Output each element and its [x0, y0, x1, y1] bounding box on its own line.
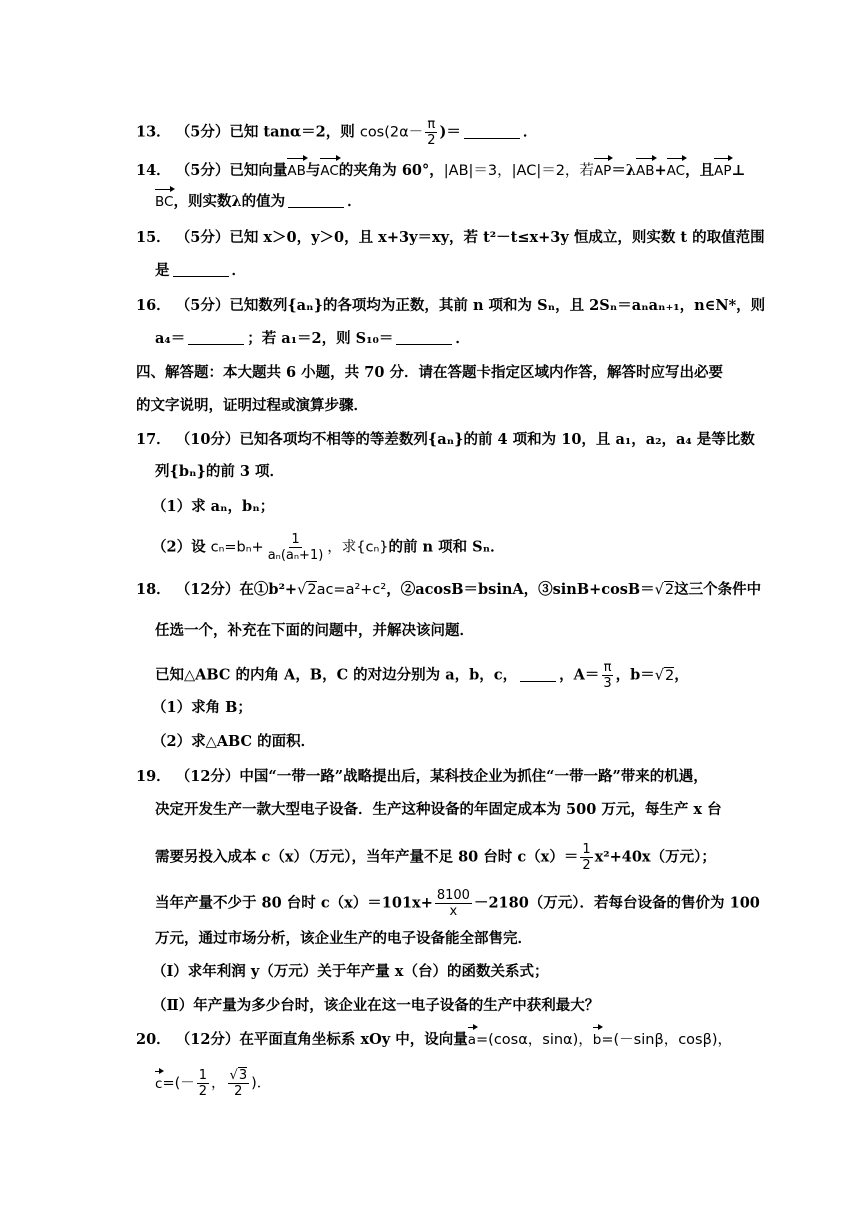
question-18-line-3: 已知△ABC 的内角 A，B，C 的对边分别为 a，b，c， ，A＝ $\frac{\pi}{3}$ ，b＝√2， — [155, 660, 689, 691]
question-18-line-1: 18． （12分）在①b²+√2ac=a²+c²，②acosB＝bsinA，③sinB+cosB＝√2这三个条件中 — [136, 581, 762, 598]
question-14-line-2: BC，则实数λ的值为 ． — [155, 193, 362, 210]
vector-ap: AP — [593, 163, 612, 179]
section-4-heading: 四、解答题：本大题共 6 小题，共 70 分．请在答题卡指定区域内作答，解答时应写出必要 — [136, 364, 723, 381]
vector-bc: BC — [155, 194, 174, 210]
question-number: 13． — [136, 123, 171, 141]
answer-blank — [464, 124, 520, 139]
question-18-line-2: 任选一个，补充在下面的问题中，并解决该问题． — [155, 622, 474, 639]
question-number: 19． — [136, 768, 171, 785]
answer-blank — [173, 262, 229, 277]
question-16-line-1: 16． （5分）已知数列{aₙ}的各项均为正数，其前 n 项和为 Sₙ，且 2Sₙ＝aₙaₙ₊₁，n∈N*，则 — [136, 297, 766, 314]
question-15-line-1: 15． （5分）已知 x＞0，y＞0，且 x+3y＝xy，若 t²－t≤x+3y 恒成立，则实数 t 的取值范围 — [136, 229, 765, 246]
question-19-part-2: （Ⅱ）年产量为多少台时，该企业在这一电子设备的生产中获利最大？ — [152, 997, 600, 1014]
question-15-line-2: 是 ． — [155, 262, 246, 279]
question-number: 17． — [136, 431, 171, 448]
question-16-line-2: a₄＝ ；若 a₁＝2，则 S₁₀＝ ． — [155, 330, 470, 347]
question-19-line-3: 需要另投入成本 c（x）（万元），当年产量不足 80 台时 c（x）＝ $\frac{1}{2}$ x²+40x（万元）； — [155, 842, 716, 873]
question-17-line-1: 17． （10分）已知各项均不相等的等差数列{aₙ}的前 4 项和为 10，且 a₁，a₂，a₄ 是等比数 — [136, 431, 755, 448]
answer-blank — [288, 193, 344, 208]
question-19-line-1: 19． （12分）中国“一带一路”战略提出后，某科技企业为抓住“一带一路”带来的机遇， — [136, 768, 708, 785]
question-18-part-2: （2）求△ABC 的面积． — [152, 733, 316, 750]
question-19-line-4: 当年产量不少于 80 台时 c（x）＝101x+ $\frac{8100}{x}$ －2180（万元）．若每台设备的售价为 100 — [155, 888, 760, 919]
question-18-part-1: （1）求角 B； — [152, 699, 252, 716]
question-20-line-2: c=(－ $\frac{1}{2}$ ， $\frac{√3}{2}$ )． — [155, 1068, 272, 1099]
question-number: 16． — [136, 297, 171, 314]
vector-b: b — [592, 1032, 602, 1048]
vector-ab: AB — [287, 163, 306, 179]
question-number: 18． — [136, 581, 171, 598]
question-19-part-1: （Ⅰ）求年利润 y（万元）关于年产量 x（台）的函数关系式； — [152, 963, 549, 980]
question-17-part-2: （2）设 cₙ=bₙ+ $\frac{1}{\text{aₙ(aₙ+1)}}$ ，求{cₙ}的前 n 项和 Sₙ． — [152, 532, 505, 563]
vector-a: a — [467, 1032, 477, 1048]
question-19-line-5: 万元，通过市场分析，该企业生产的电子设备能全部售完． — [155, 930, 532, 947]
question-number: 14． — [136, 162, 171, 179]
question-13: 13． （5分）已知 tanα＝2，则 cos(2α－ $\frac{\pi}{2}$ )＝ ． — [136, 117, 538, 148]
question-17-part-1: （1）求 aₙ，bₙ； — [152, 498, 275, 515]
question-number: 20． — [136, 1031, 171, 1048]
answer-blank — [188, 330, 244, 345]
question-14-line-1: 14． （5分）已知向量AB与AC的夹角为 60°，|AB|＝3，|AC|＝2，若AP＝λAB+AC，且AP⊥ — [136, 162, 746, 179]
question-17-line-2: 列{bₙ}的前 3 项． — [155, 463, 284, 480]
question-number: 15． — [136, 229, 171, 246]
vector-c: c — [155, 1075, 163, 1092]
question-20-line-1: 20． （12分）在平面直角坐标系 xOy 中，设向量a=(cosα，sinα)，b=(－sinβ，cosβ)， — [136, 1031, 733, 1048]
answer-blank — [396, 330, 452, 345]
vector-ac: AC — [320, 163, 339, 179]
answer-blank — [520, 667, 556, 682]
question-19-line-2: 决定开发生产一款大型电子设备．生产这种设备的年固定成本为 500 万元，每生产 x 台 — [155, 801, 722, 818]
section-4-heading-cont: 的文字说明，证明过程或演算步骤． — [136, 397, 368, 414]
